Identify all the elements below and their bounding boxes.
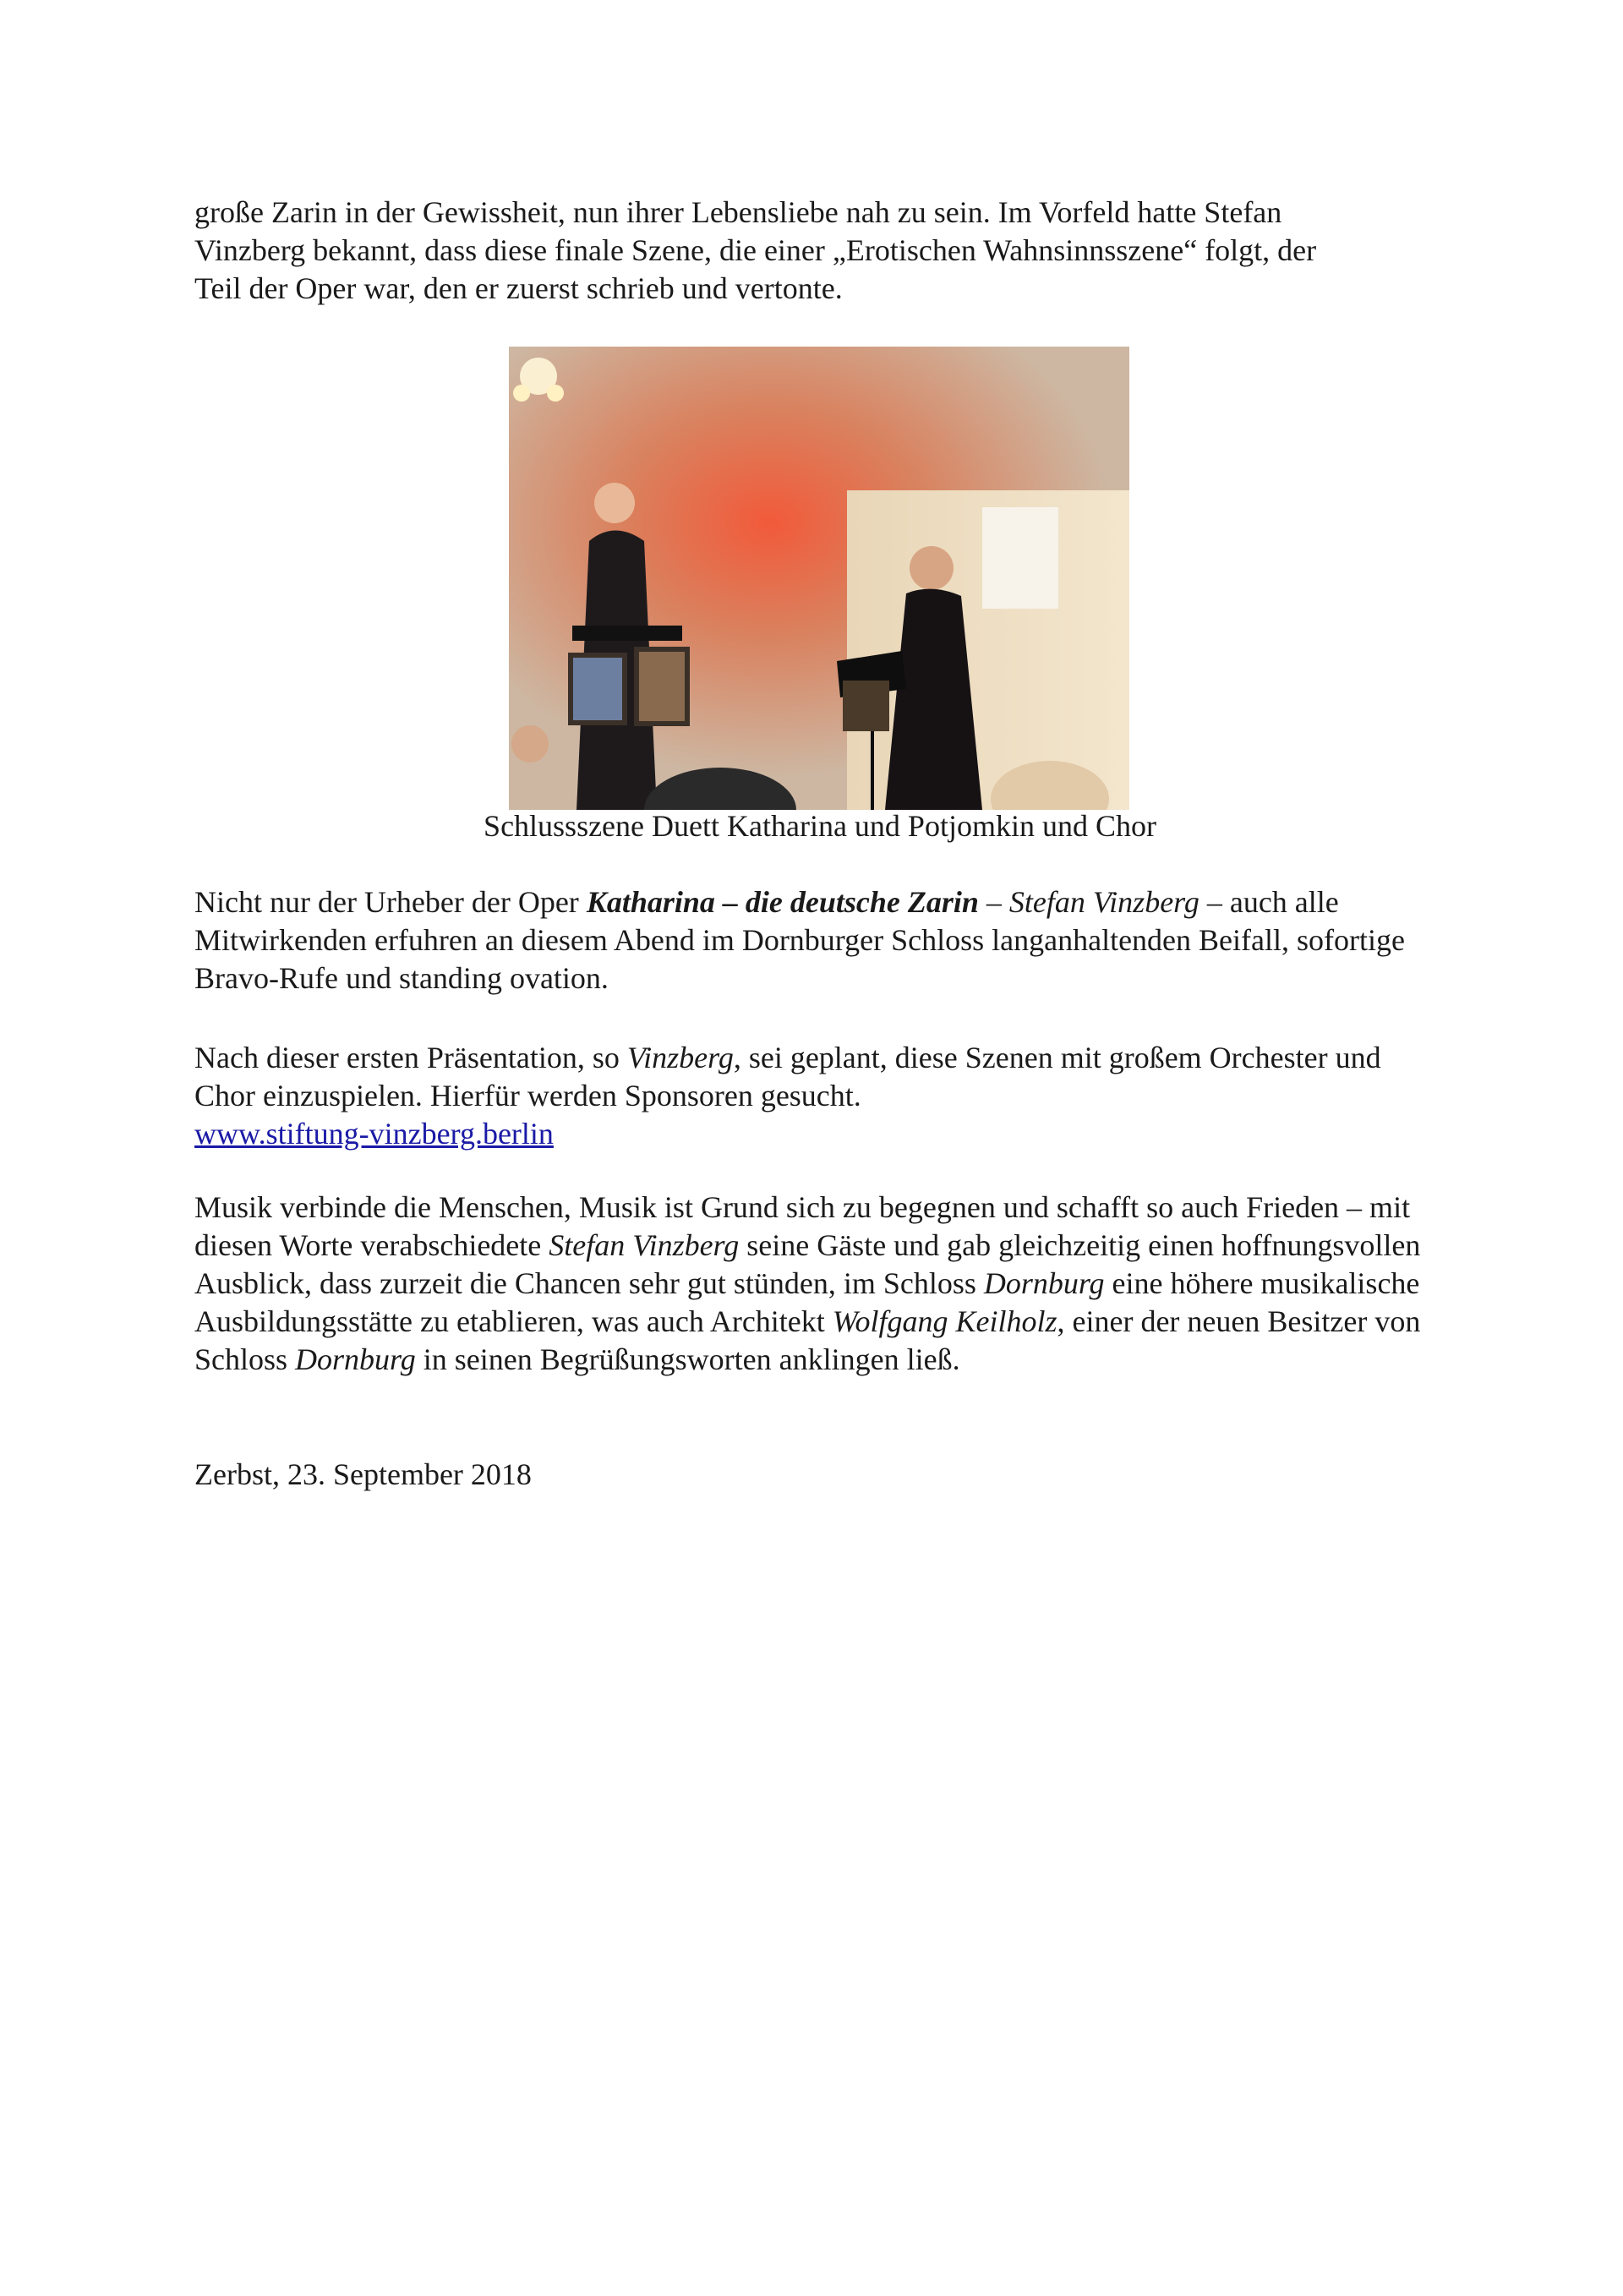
paragraph-text: Musik verbinde die Menschen, Musik ist Grund sich zu begegnen und schafft so auch Frieden – mit diesen Worte verabschiedete xyxy=(194,1190,1411,1262)
paragraph-line: Teil der Oper war, den er zuerst schrieb und vertonte. xyxy=(194,271,843,305)
opera-title: Katharina – die deutsche Zarin xyxy=(586,885,979,919)
paragraph-text: in seinen Begrüßungsworten anklingen ließ. xyxy=(415,1342,960,1376)
paragraph-applause xyxy=(194,883,1445,998)
paragraph-text: , einer der neuen Besitzer von Schloss xyxy=(194,1304,1421,1376)
performance-photo-image xyxy=(509,347,1129,810)
paragraph-closing xyxy=(194,1189,1445,1379)
paragraph-text: eine höhere musikalische Ausbildungsstätte zu etablieren, was auch Architekt xyxy=(194,1266,1420,1338)
foundation-link[interactable]: www.stiftung-vinzberg.berlin xyxy=(194,1117,554,1151)
dateline: Zerbst, 23. September 2018 xyxy=(194,1457,532,1491)
architect-name: Wolfgang Keilholz xyxy=(832,1304,1057,1338)
performance-photo xyxy=(509,347,1129,810)
composer-name: Stefan Vinzberg xyxy=(1008,885,1199,919)
paragraph-text: Nach dieser ersten Präsentation, so xyxy=(194,1041,627,1074)
photo-caption: Schlussszene Duett Katharina und Potjomkin und Chor xyxy=(484,809,1156,843)
composer-name: Stefan Vinzberg xyxy=(549,1228,740,1262)
paragraph-line: große Zarin in der Gewissheit, nun ihrer Lebensliebe nah zu sein. Im Vorfeld hatte Stefan xyxy=(194,195,1282,229)
place-name: Dornburg xyxy=(295,1342,416,1376)
paragraph-opening xyxy=(194,194,1445,308)
dash-separator: – xyxy=(978,885,1009,919)
paragraph-text: seine Gäste und gab gleichzeitig einen hoffnungsvollen Ausblick, dass zurzeit die Chancen sehr gut stünden, im Schloss xyxy=(194,1228,1421,1300)
composer-name: Vinzberg xyxy=(626,1041,734,1074)
place-name: Dornburg xyxy=(983,1266,1105,1300)
paragraph-text: – auch alle Mitwirkenden erfuhren an diesem Abend im Dornburger Schloss langanhaltenden Beifall, sofortige Bravo-Rufe und standing ovation. xyxy=(194,885,1405,995)
paragraph-sponsors xyxy=(194,1039,1445,1153)
paragraph-line: Vinzberg bekannt, dass diese finale Szene, die einer „Erotischen Wahnsinnsszene“ folgt, der xyxy=(194,233,1317,267)
paragraph-text: Nicht nur der Urheber der Oper xyxy=(194,885,587,919)
paragraph-text: , sei geplant, diese Szenen mit großem Orchester und Chor einzuspielen. Hierfür werden Sponsoren gesucht. xyxy=(194,1041,1381,1112)
